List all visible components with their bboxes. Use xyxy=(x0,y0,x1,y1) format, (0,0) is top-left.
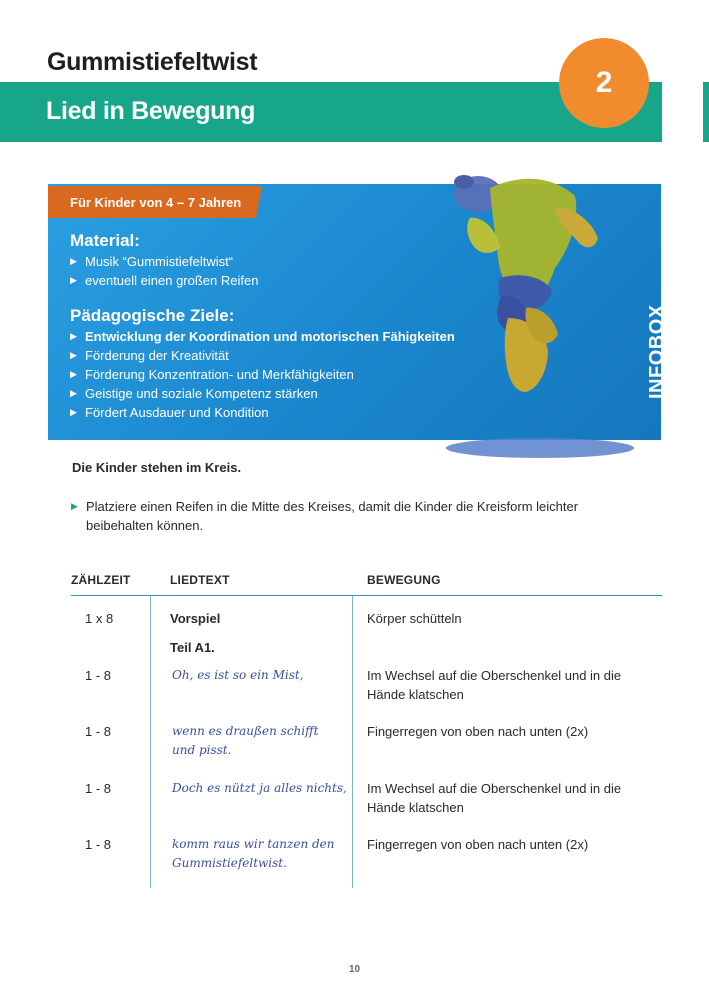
infobox-vertical-label: INFOBOX xyxy=(646,304,668,399)
table-cell-count: 1 - 8 xyxy=(85,668,112,683)
triangle-right-icon: ▶ xyxy=(70,331,77,341)
table-cell-lyric: Vorspiel xyxy=(170,611,221,626)
list-item xyxy=(70,327,455,346)
material-list xyxy=(70,252,258,290)
table-cell-count: 1 - 8 xyxy=(85,724,112,739)
table-cell-count: 1 x 8 xyxy=(85,611,114,626)
table-cell-lyric xyxy=(172,835,335,873)
table-cell-movement: Körper schütteln xyxy=(367,611,462,626)
instruction-line: Platziere einen Reifen in die Mitte des Kreises, damit die Kinder die Kreisform leichter xyxy=(86,499,579,514)
list-item-text: Entwicklung der Koordination und motorischen Fähigkeiten xyxy=(85,329,455,344)
list-item xyxy=(70,346,455,365)
lyric-line: und pisst. xyxy=(172,743,232,757)
table-header-rule xyxy=(71,595,662,596)
table-cell-movement xyxy=(367,666,647,704)
triangle-right-icon: ▶ xyxy=(70,256,77,266)
list-item xyxy=(70,365,455,384)
page-edge-tab xyxy=(703,82,709,142)
page-number: 10 xyxy=(348,964,361,975)
triangle-right-icon: ▶ xyxy=(71,501,78,511)
table-cell-lyric: Oh, es ist so ein Mist, xyxy=(172,668,304,682)
puddle-illustration xyxy=(445,436,635,460)
instruction-item xyxy=(71,497,631,535)
list-item xyxy=(70,403,455,422)
goals-heading: Pädagogische Ziele: xyxy=(70,306,235,325)
triangle-right-icon: ▶ xyxy=(70,350,77,360)
movement-line: Hände klatschen xyxy=(367,800,464,815)
lyric-line: wenn es draußen schifft xyxy=(172,724,319,738)
list-item xyxy=(70,252,258,271)
table-cell-movement xyxy=(367,779,647,817)
chapter-number-badge: 2 xyxy=(559,38,649,128)
list-item-text: eventuell einen großen Reifen xyxy=(85,273,259,288)
table-cell-count: 1 - 8 xyxy=(85,837,112,852)
list-item-text: Musik “Gummistiefeltwist“ xyxy=(85,254,234,269)
movement-line: Im Wechsel auf die Oberschenkel und in die xyxy=(367,781,622,796)
table-cell-movement: Fingerregen von oben nach unten (2x) xyxy=(367,724,589,739)
list-item xyxy=(70,271,258,290)
list-item-text: Förderung Konzentration- und Merkfähigkeiten xyxy=(85,367,354,382)
jumping-child-illustration xyxy=(430,168,610,400)
list-item-text: Geistige und soziale Kompetenz stärken xyxy=(85,386,318,401)
age-tag xyxy=(48,186,256,218)
column-divider xyxy=(150,596,151,888)
intro-text: Die Kinder stehen im Kreis. xyxy=(72,460,242,475)
instruction-line: beibehalten können. xyxy=(86,518,204,533)
table-cell-lyric: Teil A1. xyxy=(170,640,215,655)
triangle-right-icon: ▶ xyxy=(70,407,77,417)
column-divider xyxy=(352,596,353,888)
table-cell-movement: Fingerregen von oben nach unten (2x) xyxy=(367,837,589,852)
lyric-line: Gummistiefeltwist. xyxy=(172,856,287,870)
movement-line: Im Wechsel auf die Oberschenkel und in die xyxy=(367,668,622,683)
triangle-right-icon: ▶ xyxy=(70,369,77,379)
age-tag-label: Für Kinder von 4 – 7 Jahren xyxy=(70,194,242,210)
list-item-text: Fördert Ausdauer und Kondition xyxy=(85,405,269,420)
triangle-right-icon: ▶ xyxy=(70,388,77,398)
page-title: Gummistiefeltwist xyxy=(47,48,258,76)
lyric-line: komm raus wir tanzen den xyxy=(172,837,335,851)
column-header-count: ZÄHLZEIT xyxy=(71,573,131,587)
movement-line: Hände klatschen xyxy=(367,687,464,702)
goals-list xyxy=(70,327,455,422)
list-item-text: Förderung der Kreativität xyxy=(85,348,229,363)
list-item xyxy=(70,384,455,403)
column-header-lyrics: LIEDTEXT xyxy=(170,573,230,587)
table-cell-lyric xyxy=(172,722,318,760)
column-header-movement: BEWEGUNG xyxy=(367,573,441,587)
triangle-right-icon: ▶ xyxy=(70,275,77,285)
material-heading: Material: xyxy=(70,231,140,250)
page-subtitle: Lied in Bewegung xyxy=(46,97,256,125)
table-cell-lyric: Doch es nützt ja alles nichts, xyxy=(172,781,347,795)
table-cell-count: 1 - 8 xyxy=(85,781,112,796)
